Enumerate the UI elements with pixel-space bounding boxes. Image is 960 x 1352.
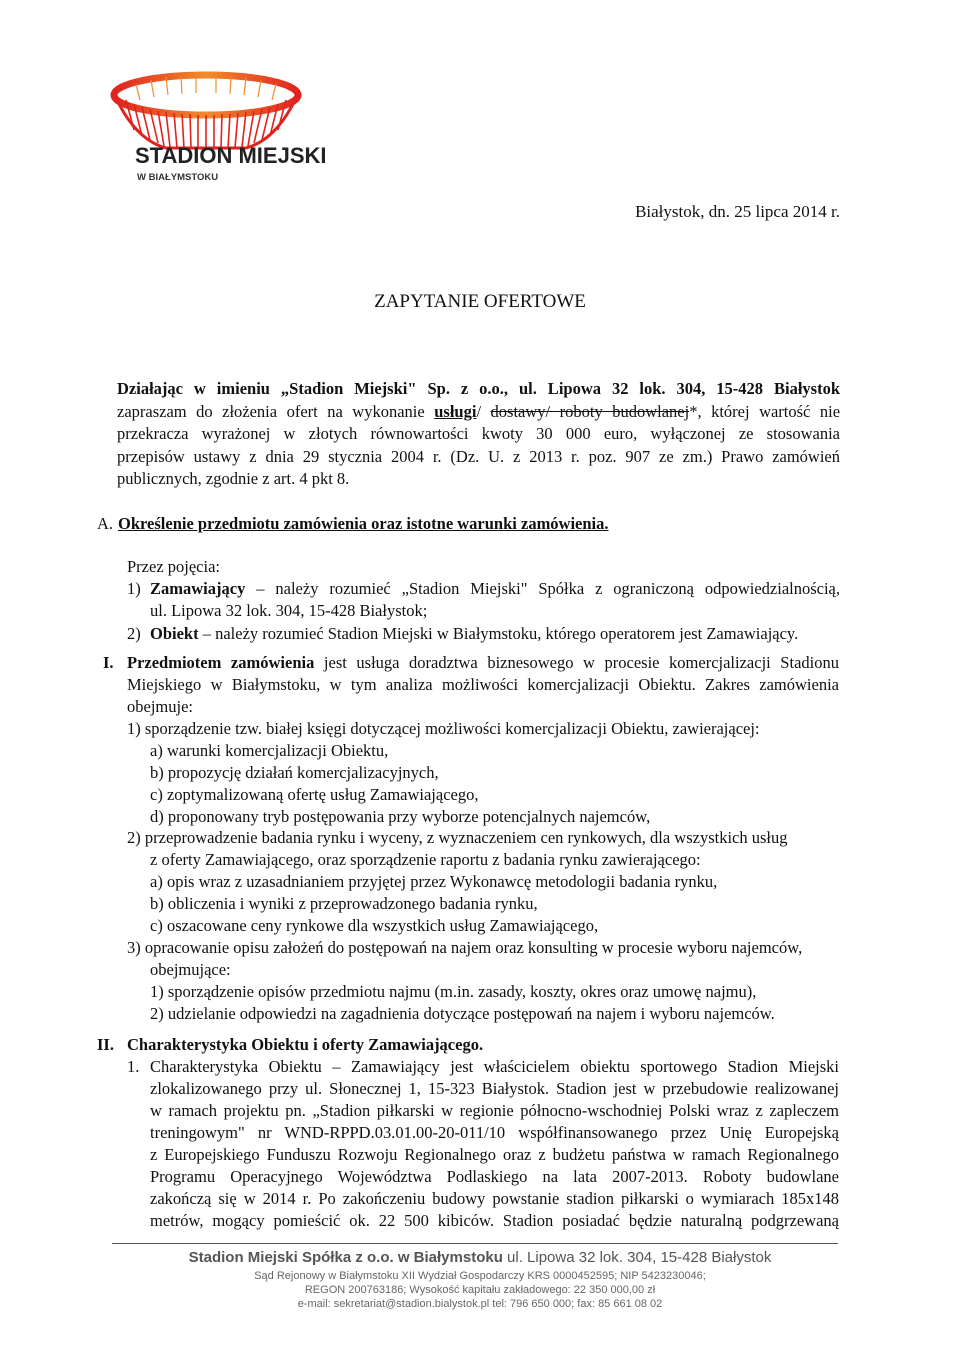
- scope-item-1d: d) proponowany tryb postępowania przy wyborze potencjalnych najemców,: [150, 807, 651, 826]
- definition-2-number: 2): [127, 624, 141, 643]
- intro-line-2: zapraszam do złożenia ofert na wykonanie usługi/ dostawy/ roboty budowlanej*, której wartość nie: [117, 402, 841, 421]
- scope-item-2c: c) oszacowane ceny rynkowe dla wszystkich usług Zamawiającego,: [150, 916, 599, 935]
- definition-1: Zamawiający – należy rozumieć „Stadion Miejski" Spółka z ograniczoną odpowiedzialnością,: [150, 579, 840, 598]
- section-ii-marker: II.: [97, 1035, 114, 1054]
- footer-contact: e-mail: sekretariat@stadion.bialystok.pl tel: 796 650 000; fax: 85 661 08 02: [297, 1298, 663, 1310]
- scope-item-3: 3) opracowanie opisu założeń do postępowań na najem oraz konsulting w procesie wyboru najemców,: [127, 938, 803, 957]
- intro-line-1: Działając w imieniu „Stadion Miejski" Sp. z o.o., ul. Lipowa 32 lok. 304, 15-428 Białystok: [117, 379, 840, 398]
- definitions-intro: Przez pojęcia:: [127, 557, 220, 576]
- option-uslugi: usługi: [434, 402, 477, 421]
- section-ii-item-number: 1.: [127, 1057, 140, 1076]
- scope-item-1c: c) zoptymalizowaną ofertę usług Zamawiającego,: [150, 785, 479, 804]
- section-i-marker: I.: [103, 653, 114, 672]
- section-ii-line-3: w ramach projektu pn. „Stadion piłkarski w regionie północno-wschodniej Polski wraz z zapleczem: [150, 1101, 839, 1120]
- section-ii-line-7: zakończą się w 2014 r. Po zakończeniu budowy powstanie stadion piłkarski o wymiarach 185x148: [150, 1189, 839, 1208]
- section-ii-line-5: z Europejskiego Funduszu Rozwoju Regionalnego oraz z budżetu państwa w ramach Regionalnego: [150, 1145, 839, 1164]
- section-ii-line-2: zlokalizowanego przy ul. Słonecznej 1, 15-323 Białystok. Stadion jest w przebudowie realizowanej: [150, 1079, 839, 1098]
- definition-1-number: 1): [127, 579, 141, 598]
- section-a-marker: A.: [97, 514, 114, 533]
- section-ii-line-8: metrów, mogący pomieścić ok. 22 500 kibiców. Stadion posiadać będzie naturalną podgrzewaną: [150, 1211, 839, 1230]
- definition-2: Obiekt – należy rozumieć Stadion Miejski w Białymstoku, którego operatorem jest Zamawiający.: [150, 624, 799, 643]
- intro-line-3: przekracza wyrażonej w złotych równowartości kwoty 30 000 euro, wyłączonej ze stosowania: [117, 424, 840, 443]
- intro-line-4: przepisów ustawy z dnia 29 stycznia 2004 r. (Dz. U. z 2013 r. poz. 907 ze zm.) Prawo zamówień: [117, 447, 840, 466]
- footer-company: Stadion Miejski Spółka z o.o. w Białymstoku ul. Lipowa 32 lok. 304, 15-428 Białystok: [188, 1249, 772, 1266]
- section-i-lead: Przedmiotem zamówienia jest usługa doradztwa biznesowego w procesie komercjalizacji Stadionu: [127, 653, 839, 672]
- scope-item-2a: a) opis wraz z uzasadnianiem przyjętej przez Wykonawcę metodologii badania rynku,: [150, 872, 718, 891]
- scope-item-1a: a) warunki komercjalizacji Obiektu,: [150, 741, 389, 760]
- footer-regon: REGON 200763186; Wysokość kapitału zakładowego: 22 350 000,00 zł: [304, 1284, 656, 1296]
- stadium-logo-icon: [106, 60, 306, 190]
- document-date: Białystok, dn. 25 lipca 2014 r.: [635, 202, 840, 221]
- section-ii-line-1: Charakterystyka Obiektu – Zamawiający jest właścicielem obiektu sportowego Stadion Miejski: [150, 1057, 839, 1076]
- footer-divider: [112, 1243, 838, 1244]
- section-ii-line-4: treningowym" nr WND-RPPD.03.01.00-20-011/10 współfinansowanego przez Unię Europejską: [150, 1123, 839, 1142]
- scope-item-3-1: 1) sporządzenie opisów przedmiotu najmu (m.in. zasady, koszty, okres oraz umowę najmu),: [150, 982, 757, 1001]
- footer-registry: Sąd Rejonowy w Białymstoku XII Wydział Gospodarczy KRS 0000452595; NIP 5423230046;: [254, 1270, 706, 1282]
- section-a-heading: Określenie przedmiotu zamówienia oraz istotne warunki zamówienia.: [118, 514, 609, 533]
- logo-name: STADION MIEJSKI: [135, 143, 327, 168]
- intro-line-5: publicznych, zgodnie z art. 4 pkt 8.: [117, 469, 350, 488]
- option-struck: dostawy/ roboty budowlanej: [490, 402, 690, 421]
- section-i-line-3: obejmuje:: [127, 697, 193, 716]
- scope-item-3-2: 2) udzielanie odpowiedzi na zagadnienia dotyczące postępowań na najem i wyboru najemców.: [150, 1004, 775, 1023]
- section-ii-line-6: Programu Operacyjnego Województwa Podlaskiego na lata 2007-2013. Roboty budowlane: [150, 1167, 839, 1186]
- logo-subtitle: W BIAŁYMSTOKU: [137, 172, 219, 183]
- scope-item-2: 2) przeprowadzenie badania rynku i wyceny, z wyznaczeniem cen rynkowych, dla wszystkich usług: [127, 828, 788, 847]
- section-i-line-2: Miejskiego w Białymstoku, w tym analiza możliwości komercjalizacji Obiektu. Zakres zamówienia: [127, 675, 839, 694]
- scope-item-1: 1) sporządzenie tzw. białej księgi dotyczącej możliwości komercjalizacji Obiektu, zawierającej:: [127, 719, 760, 738]
- scope-item-2-cont: z oferty Zamawiającego, oraz sporządzenie raportu z badania rynku zawierającego:: [150, 850, 701, 869]
- definition-1-cont: ul. Lipowa 32 lok. 304, 15-428 Białystok;: [150, 601, 428, 620]
- scope-item-3-cont: obejmujące:: [150, 960, 231, 979]
- scope-item-1b: b) propozycję działań komercjalizacyjnych,: [150, 763, 439, 782]
- document-title: ZAPYTANIE OFERTOWE: [374, 291, 586, 312]
- section-ii-heading: Charakterystyka Obiektu i oferty Zamawiającego.: [127, 1035, 484, 1054]
- scope-item-2b: b) obliczenia i wyniki z przeprowadzonego badania rynku,: [150, 894, 538, 913]
